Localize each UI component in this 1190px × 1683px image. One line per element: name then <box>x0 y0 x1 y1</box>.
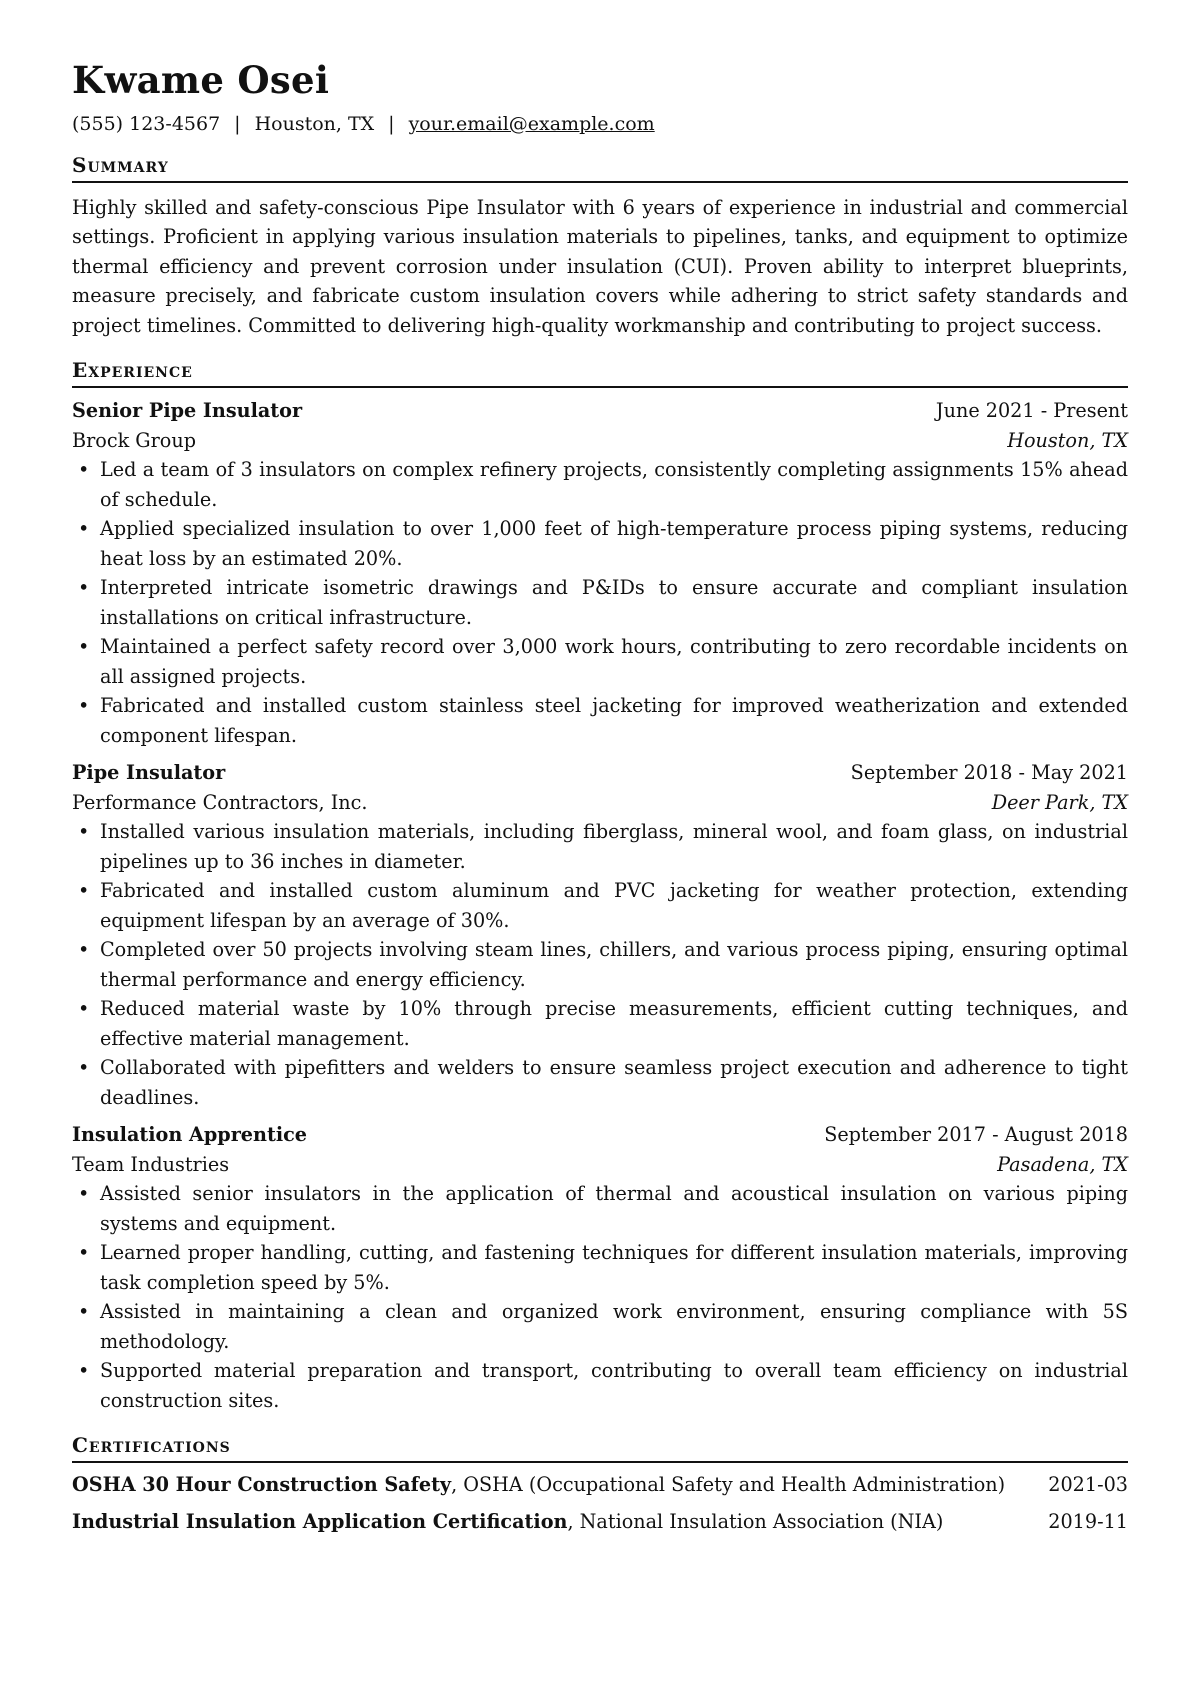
experience-heading: Experience <box>72 358 1128 388</box>
job-dates: September 2018 - May 2021 <box>850 761 1128 785</box>
job-bullet <box>78 691 1128 750</box>
bullet-icon: • <box>78 1359 90 1383</box>
summary-heading: Summary <box>72 153 1128 183</box>
job-location: Deer Park, TX <box>991 790 1128 814</box>
job-bullet <box>78 1297 1128 1356</box>
job-bullet <box>78 817 1128 876</box>
job-location: Houston, TX <box>1007 428 1128 452</box>
certification-name: OSHA 30 Hour Construction Safety <box>72 1473 452 1497</box>
contact-line <box>72 113 1128 135</box>
job-bullet-text: Interpreted intricate isometric drawings and P&IDs to ensure accurate and compliant insulation installations on critical infrastructure. <box>100 576 1128 629</box>
job-title: Pipe Insulator <box>72 761 226 785</box>
job-dates: September 2017 - August 2018 <box>824 1123 1128 1147</box>
job-bullet <box>78 514 1128 573</box>
certification-issuer: , OSHA (Occupational Safety and Health Administration) <box>451 1473 1006 1497</box>
job-bullet-text: Maintained a perfect safety record over 3,000 work hours, contributing to zero recordable incidents on all assigned projects. <box>100 635 1128 688</box>
job-title: Insulation Apprentice <box>72 1123 308 1147</box>
experience-list <box>72 396 1128 1415</box>
contact-separator: | <box>234 112 241 135</box>
job-bullet-text: Fabricated and installed custom stainless steel jacketing for improved weatherization and extended component lifespan. <box>100 694 1128 747</box>
summary-text: Highly skilled and safety-conscious Pipe Insulator with 6 years of experience in industrial and commercial settings. Proficient in applying various insulation materials to pipelines, tanks, and equipment to optimize thermal efficiency and prevent corrosion under insulation (CUI). Proven ability to interpret blueprints, measure precisely, and fabricate custom insulation covers while adhering to strict safety standards and project timelines. Committed to delivering high-quality workmanship and contributing to project success. <box>72 195 1128 337</box>
certification-row <box>72 1470 1128 1500</box>
bullet-icon: • <box>78 1300 90 1324</box>
candidate-name: Kwame Osei <box>72 58 330 102</box>
certification-detail <box>72 1507 943 1537</box>
job-company-row <box>72 1150 1128 1180</box>
bullet-icon: • <box>78 1182 90 1206</box>
certification-name: Industrial Insulation Application Certification <box>72 1509 568 1533</box>
job-bullet <box>78 935 1128 994</box>
certifications-heading: Certifications <box>72 1433 1128 1463</box>
email-link[interactable]: your.email@example.com <box>408 112 655 135</box>
job-bullet <box>78 632 1128 691</box>
job-bullet <box>78 994 1128 1053</box>
job-entry <box>72 396 1128 750</box>
certification-row <box>72 1507 1128 1537</box>
job-company: Performance Contractors, Inc. <box>72 790 368 814</box>
certification-issuer: , National Insulation Association (NIA) <box>567 1509 944 1533</box>
job-bullet-text: Learned proper handling, cutting, and fastening techniques for different insulation materials, improving task completion speed by 5%. <box>100 1241 1128 1294</box>
job-bullet-text: Fabricated and installed custom aluminum and PVC jacketing for weather protection, extending equipment lifespan by an average of 30%. <box>100 879 1128 932</box>
job-header-row <box>72 396 1128 426</box>
job-bullet-text: Installed various insulation materials, including fiberglass, mineral wool, and foam glass, on industrial pipelines up to 36 inches in diameter. <box>100 820 1128 873</box>
job-bullet-text: Assisted in maintaining a clean and organized work environment, ensuring compliance with 5S methodology. <box>100 1300 1128 1353</box>
job-bullet-text: Assisted senior insulators in the application of thermal and acoustical insulation on various piping systems and equipment. <box>100 1182 1128 1235</box>
job-company-row <box>72 426 1128 456</box>
job-bullet-text: Led a team of 3 insulators on complex refinery projects, consistently completing assignments 15% ahead of schedule. <box>100 458 1128 511</box>
phone-number: (555) 123-4567 <box>72 112 221 135</box>
bullet-icon: • <box>78 694 90 718</box>
certifications-list <box>72 1470 1128 1536</box>
bullet-icon: • <box>78 997 90 1021</box>
bullet-icon: • <box>78 635 90 659</box>
job-bullet-text: Reduced material waste by 10% through precise measurements, efficient cutting techniques, and effective material management. <box>100 997 1128 1050</box>
job-company: Brock Group <box>72 428 196 452</box>
job-company-row <box>72 788 1128 818</box>
certification-detail <box>72 1470 1005 1500</box>
certification-date: 2019-11 <box>1048 1509 1128 1533</box>
job-company: Team Industries <box>72 1152 230 1176</box>
bullet-icon: • <box>78 1056 90 1080</box>
job-header-row <box>72 1120 1128 1150</box>
job-bullet-list <box>72 455 1128 750</box>
bullet-icon: • <box>78 517 90 541</box>
job-bullet-text: Supported material preparation and transport, contributing to overall team efficiency on industrial construction sites. <box>100 1359 1128 1412</box>
contact-separator: | <box>388 112 395 135</box>
job-bullet <box>78 1053 1128 1112</box>
job-entry <box>72 1120 1128 1415</box>
certification-date: 2021-03 <box>1048 1473 1128 1497</box>
location-text: Houston, TX <box>254 112 375 135</box>
job-bullet <box>78 1356 1128 1415</box>
job-title: Senior Pipe Insulator <box>72 399 303 423</box>
job-header-row <box>72 758 1128 788</box>
job-entry <box>72 758 1128 1112</box>
job-bullet <box>78 876 1128 935</box>
job-dates: June 2021 - Present <box>935 399 1128 423</box>
bullet-icon: • <box>78 879 90 903</box>
job-bullet <box>78 1179 1128 1238</box>
bullet-icon: • <box>78 458 90 482</box>
bullet-icon: • <box>78 1241 90 1265</box>
bullet-icon: • <box>78 576 90 600</box>
job-location: Pasadena, TX <box>997 1152 1128 1176</box>
job-bullet <box>78 1238 1128 1297</box>
job-bullet-text: Completed over 50 projects involving steam lines, chillers, and various process piping, ensuring optimal thermal performance and energy efficiency. <box>100 938 1128 991</box>
bullet-icon: • <box>78 820 90 844</box>
job-bullet-list <box>72 1179 1128 1415</box>
job-bullet-list <box>72 817 1128 1112</box>
job-bullet-text: Collaborated with pipefitters and welders to ensure seamless project execution and adherence to tight deadlines. <box>100 1056 1128 1109</box>
job-bullet-text: Applied specialized insulation to over 1,000 feet of high-temperature process piping systems, reducing heat loss by an estimated 20%. <box>100 517 1128 570</box>
job-bullet <box>78 573 1128 632</box>
job-bullet <box>78 455 1128 514</box>
bullet-icon: • <box>78 938 90 962</box>
